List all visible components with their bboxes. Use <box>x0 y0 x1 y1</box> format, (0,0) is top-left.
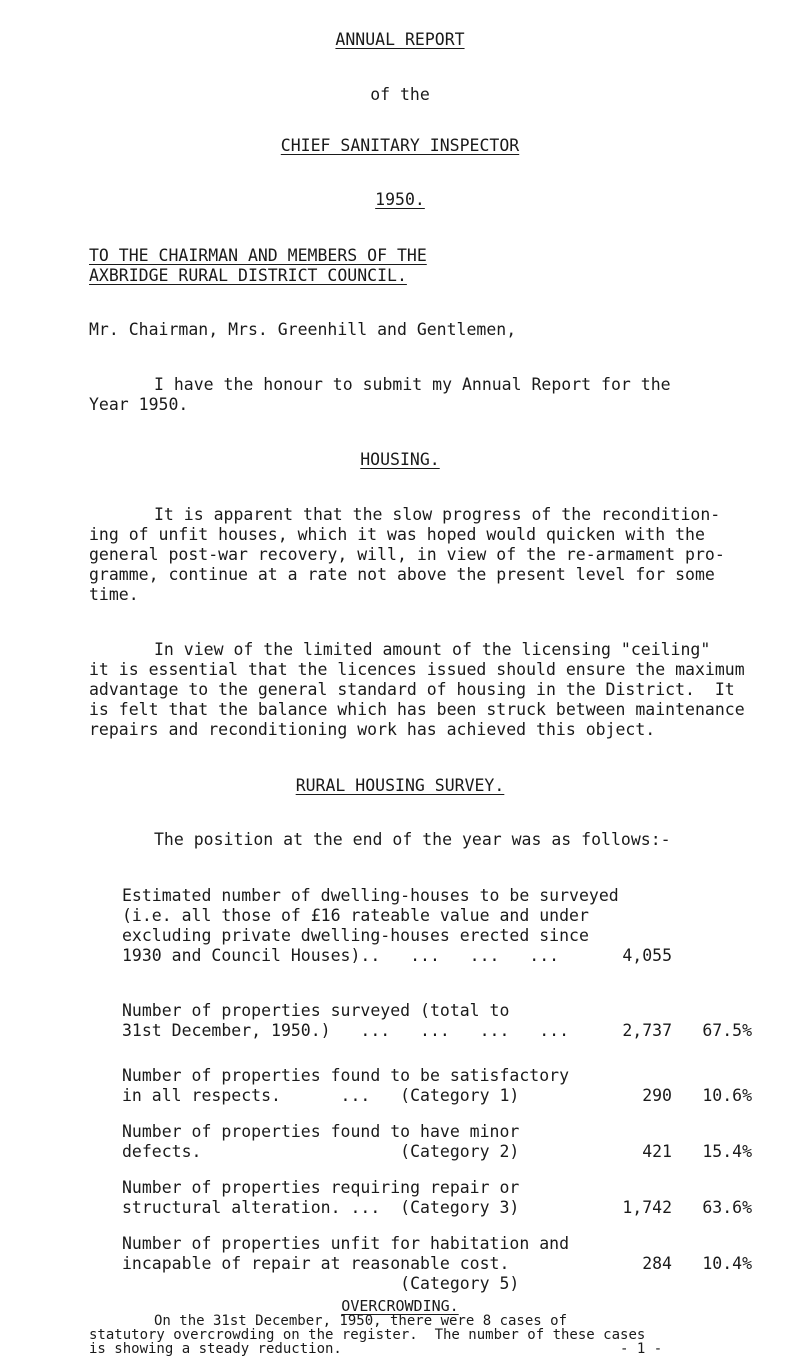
survey-row-label: Number of properties surveyed (total to <box>122 1001 510 1020</box>
survey-row-value: 290 <box>642 1086 672 1105</box>
housing-para2-line: repairs and reconditioning work has achieved this object. <box>89 720 656 739</box>
salutation: Mr. Chairman, Mrs. Greenhill and Gentlemen, <box>89 320 517 339</box>
page-number: - 1 - <box>620 1341 663 1357</box>
survey-row-label: in all respects. ... (Category 1) <box>122 1086 520 1105</box>
survey-row-percent: 15.4% <box>702 1142 752 1161</box>
survey-row-label: incapable of repair at reasonable cost. <box>122 1254 510 1273</box>
housing-para1-line: general post-war recovery, will, in view of the re-armament pro- <box>89 545 725 564</box>
survey-heading: RURAL HOUSING SURVEY. <box>295 776 505 795</box>
overcrowding-line: On the 31st December, 1950, there were 8 cases of <box>154 1313 568 1329</box>
survey-row-percent: 10.6% <box>702 1086 752 1105</box>
survey-row-label: (i.e. all those of £16 rateable value and under <box>122 906 589 925</box>
survey-row-label: Number of properties found to have minor <box>122 1122 520 1141</box>
housing-para2-line: it is essential that the licences issued should ensure the maximum <box>89 660 745 679</box>
housing-para1-line: time. <box>89 585 139 604</box>
housing-para2-line: In view of the limited amount of the licensing "ceiling" <box>154 640 711 659</box>
report-title: ANNUAL REPORT <box>335 30 465 49</box>
survey-row-percent: 10.4% <box>702 1254 752 1273</box>
housing-para1-line: It is apparent that the slow progress of the recondition- <box>154 505 721 524</box>
housing-para1-line: ing of unfit houses, which it was hoped would quicken with the <box>89 525 705 544</box>
housing-para2-line: is felt that the balance which has been struck between maintenance <box>89 700 745 719</box>
report-author-title: CHIEF SANITARY INSPECTOR <box>280 136 520 155</box>
survey-row-percent: 63.6% <box>702 1198 752 1217</box>
survey-row-label: 31st December, 1950.) ... ... ... ... <box>122 1021 570 1040</box>
report-subtitle: of the <box>370 85 430 104</box>
survey-row-value: 284 <box>642 1254 672 1273</box>
survey-row-label: Number of properties found to be satisfactory <box>122 1066 570 1085</box>
survey-row-value: 2,737 <box>622 1021 672 1040</box>
survey-row-label: Estimated number of dwelling-houses to be surveyed <box>122 886 619 905</box>
housing-para1-line: gramme, continue at a rate not above the present level for some <box>89 565 715 584</box>
survey-intro: The position at the end of the year was as follows:- <box>154 830 671 849</box>
survey-row-label: excluding private dwelling-houses erected since <box>122 926 589 945</box>
survey-row-label: Number of properties requiring repair or <box>122 1178 520 1197</box>
survey-row-label: (Category 5) <box>122 1274 520 1293</box>
report-year: 1950. <box>375 190 425 209</box>
survey-row-value: 1,742 <box>622 1198 672 1217</box>
address-line-1: TO THE CHAIRMAN AND MEMBERS OF THE <box>89 246 427 265</box>
survey-row-label: 1930 and Council Houses).. ... ... ... <box>122 946 560 965</box>
overcrowding-line: is showing a steady reduction. <box>89 1341 342 1357</box>
overcrowding-heading: OVERCROWDING. <box>341 1297 459 1315</box>
survey-row-percent: 67.5% <box>702 1021 752 1040</box>
address-line-2: AXBRIDGE RURAL DISTRICT COUNCIL. <box>89 266 407 285</box>
housing-para2-line: advantage to the general standard of housing in the District. It <box>89 680 735 699</box>
survey-row-label: structural alteration. ... (Category 3) <box>122 1198 520 1217</box>
survey-row-label: defects. (Category 2) <box>122 1142 520 1161</box>
survey-row-value: 421 <box>642 1142 672 1161</box>
intro-line-1: I have the honour to submit my Annual Report for the <box>154 375 671 394</box>
overcrowding-line: statutory overcrowding on the register. The number of these cases <box>89 1327 646 1343</box>
housing-heading: HOUSING. <box>360 450 440 469</box>
intro-line-2: Year 1950. <box>89 395 189 414</box>
survey-row-label: Number of properties unfit for habitation and <box>122 1234 570 1253</box>
survey-row-value: 4,055 <box>622 946 672 965</box>
